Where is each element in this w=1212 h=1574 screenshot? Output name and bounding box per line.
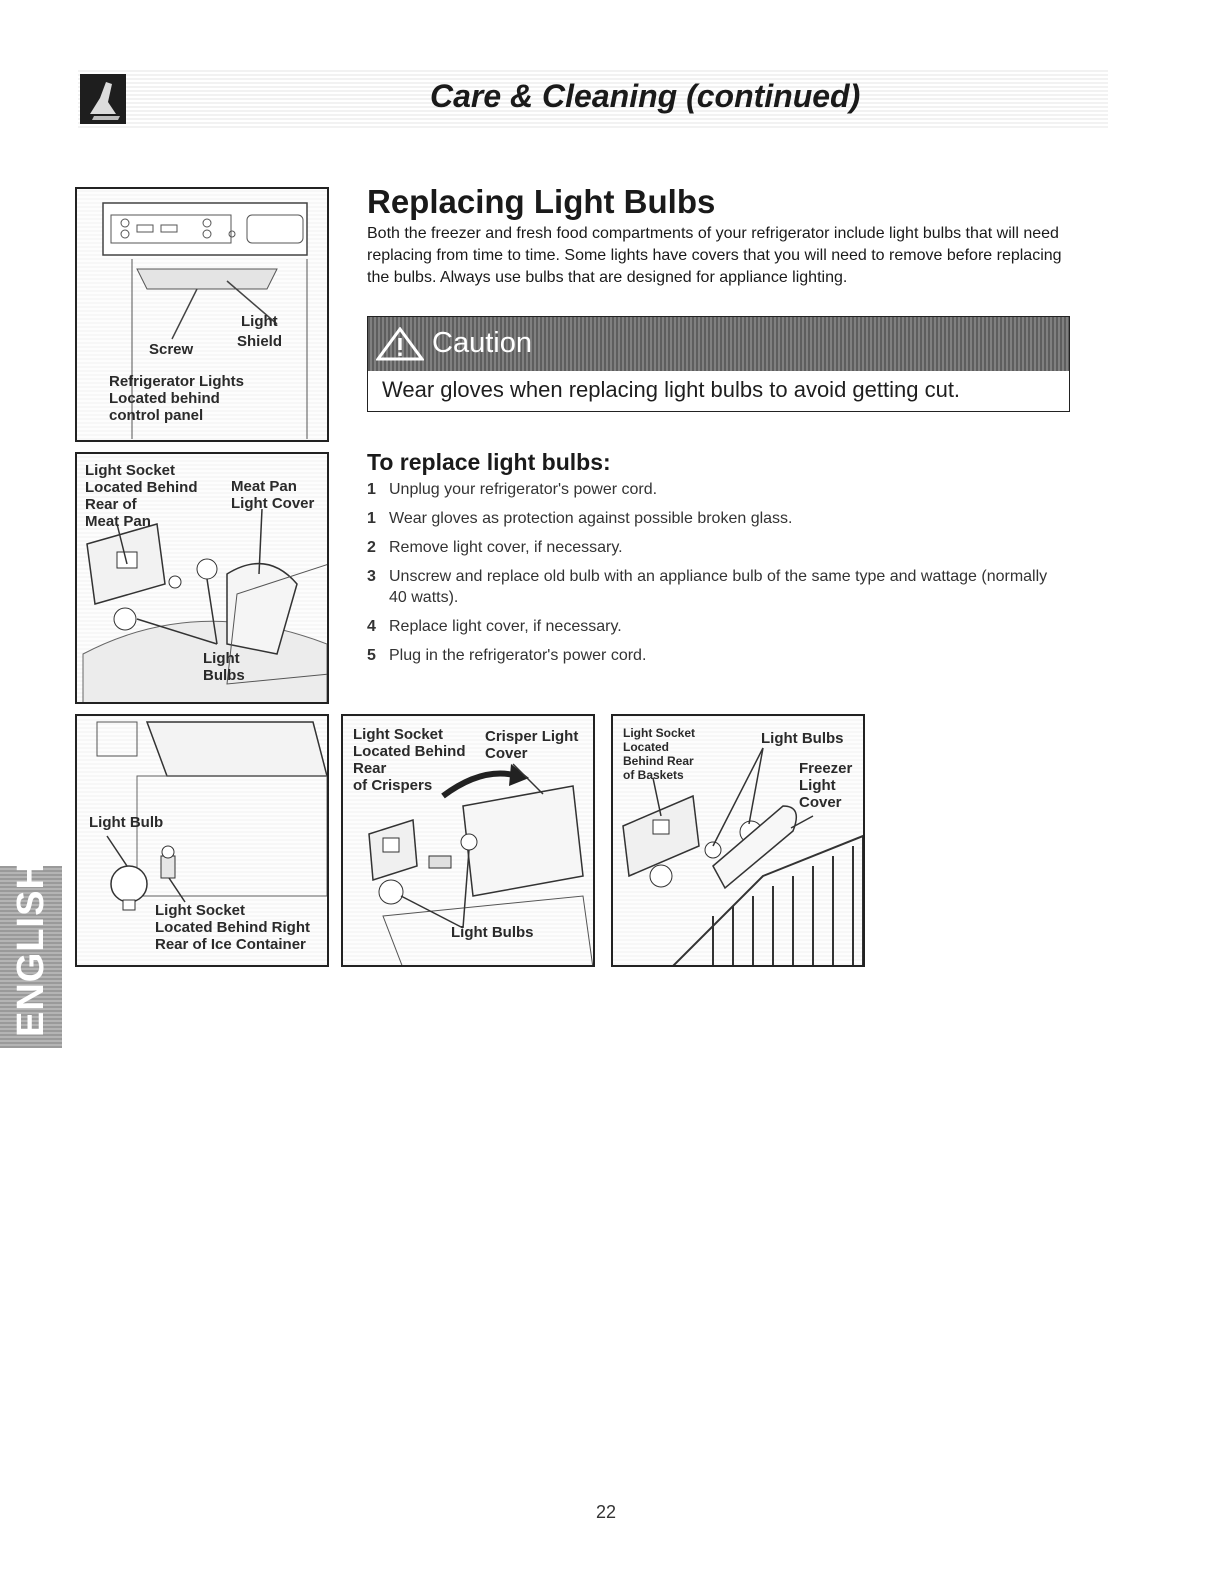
label-ice-bulb: Light Bulb	[89, 814, 164, 831]
step-item	[367, 616, 1067, 637]
step-item	[367, 566, 1067, 608]
step-number: 5	[367, 647, 376, 664]
caution-box	[367, 316, 1070, 412]
step-text: Plug in the refrigerator's power cord.	[389, 647, 647, 664]
caution-bar	[368, 317, 1069, 371]
step-number: 1	[367, 481, 376, 498]
steps-list	[367, 479, 1067, 674]
step-number: 2	[367, 539, 376, 556]
step-text: Unscrew and replace old bulb with an appliance bulb of the same type and wattage (normally 40 watts).	[389, 568, 1048, 606]
label-freezer-cover: Freezer Light Cover	[799, 760, 853, 811]
step-number: 3	[367, 568, 376, 585]
label-light: Light	[241, 313, 278, 330]
step-item	[367, 537, 1067, 558]
figure-baskets	[611, 714, 865, 967]
label-ice-socket: Light Socket Located Behind Right Rear of Ice Container	[155, 902, 310, 953]
figure-control-panel	[75, 187, 329, 442]
figure-meat-pan	[75, 452, 329, 704]
step-item	[367, 645, 1067, 666]
step-text: Remove light cover, if necessary.	[389, 539, 623, 556]
page-number: 22	[595, 1502, 617, 1522]
label-shield: Shield	[237, 333, 283, 350]
step-item	[367, 479, 1067, 500]
language-tab-label: ENGLISH	[10, 861, 52, 1037]
label-basket-socket: Light Socket Located Behind Rear of Baskets	[623, 726, 696, 782]
label-meat-pan-bulbs: Light Bulbs	[203, 650, 245, 684]
header-title: Care & Cleaning (continued)	[430, 78, 861, 114]
figure-ice-container	[75, 714, 329, 967]
step-number: 4	[367, 618, 376, 635]
intro-paragraph: Both the freezer and fresh food compartments of your refrigerator include light bulbs that will need replacing from time to time. Some lights have covers that you will need to remove before replacing the bulbs. Always use bulbs that are designed for appliance lighting.	[367, 225, 1062, 286]
page-title: Replacing Light Bulbs	[367, 183, 716, 220]
figure-crispers	[341, 714, 595, 967]
label-screw: Screw	[149, 341, 194, 358]
label-lights-location: Refrigerator Lights Located behind control panel	[109, 373, 245, 424]
label-meat-pan-socket: Light Socket Located Behind Rear of Meat Pan	[85, 462, 198, 530]
caution-title: Caution	[432, 327, 532, 359]
step-number: 1	[367, 510, 376, 527]
step-text: Wear gloves as protection against possible broken glass.	[389, 510, 793, 527]
step-item	[367, 508, 1067, 529]
caution-text: Wear gloves when replacing light bulbs to avoid getting cut.	[382, 377, 961, 402]
label-meat-pan-cover: Meat Pan Light Cover	[231, 478, 315, 512]
warning-triangle-icon	[376, 327, 424, 361]
steps-title: To replace light bulbs:	[367, 449, 611, 475]
label-basket-bulbs: Light Bulbs	[761, 730, 844, 747]
step-text: Replace light cover, if necessary.	[389, 618, 622, 635]
step-text: Unplug your refrigerator's power cord.	[389, 481, 658, 498]
label-crisper-socket: Light Socket Located Behind Rear of Crispers	[353, 726, 466, 794]
label-crisper-cover: Crisper Light Cover	[485, 728, 579, 762]
cleaning-brush-icon	[80, 74, 126, 124]
label-crisper-bulbs: Light Bulbs	[451, 924, 534, 941]
